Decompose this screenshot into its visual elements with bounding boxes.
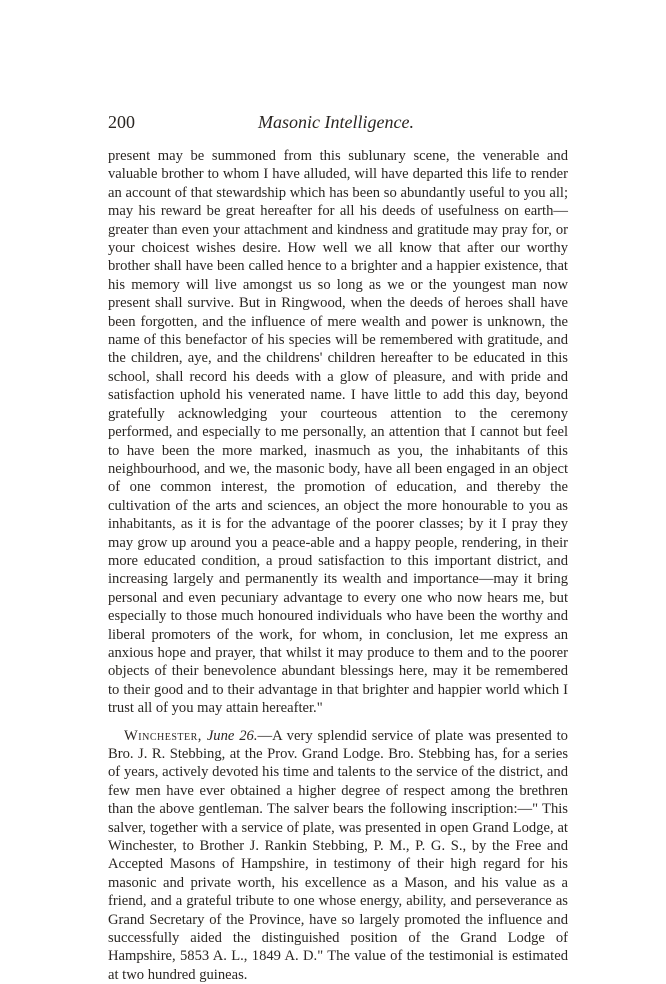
paragraph-speech-continuation: present may be summoned from this sublunary scene, the venerable and valuable brother to whom I have alluded, will have departed this life to render an account of that stewardship which has been so abundantly useful to you all; may his reward be great hereafter for all his deeds of usefulness on earth—greater than even your attachment and kindness and gratitude may pray for, or your choicest wishes desire. How well we all know that after our worthy brother shall have been called hence to a brighter and a happier existence, that his memory will live amongst us so long as we or the youngest man now present shall survive. But in Ringwood, when the deeds of heroes shall have been forgotten, and the influence of mere wealth and power is unknown, the name of this benefactor of his species will be remembered with gratitude, and the children, aye, and the childrens' children hereafter to be educated in this school, shall record his deeds with a glow of pleasure, and with pride and satisfaction uphold his venerated name. I have little to add this day, beyond gratefully acknowledging your courteous attention to the ceremony performed, and especially to me personally, an attention that I cannot but feel to have been the more marked, inasmuch as you, the inhabitants of this neighbourhood, and we, the masonic body, have all been engaged in an object of one common interest, the promotion of education, and thereby the cultivation of the arts and sciences, an object the more honourable to you as inhabitants, as it is for the advantage of the poorer classes; by it I pray they may grow up around you a peace-able and a happy people, rendering, in their more educated condition, a proud satisfaction to this important district, and increasing largely and permanently its wealth and importance—may it bring personal and even pecuniary advantage to every one who now hears me, but especially to those much honoured individuals who have been the worthy and liberal promoters of the work, for whom, in conclusion, let me express an anxious hope and prayer, that whilst it may produce to them and to the poorer objects of their benevolence abundant blessings here, may it be remembered to their good and to their advantage in that brighter and happier world which I trust all of you may attain hereafter.": [108, 148, 568, 717]
page-header: [108, 112, 568, 136]
dateline-date: June 26.: [206, 727, 258, 744]
dateline-place: Winchester,: [124, 727, 202, 744]
running-title: Masonic Intelligence.: [258, 112, 414, 132]
paragraph-winchester-report: [108, 727, 568, 984]
report-text: —A very splendid service of plate was presented to Bro. J. R. Stebbing, at the Prov. Grand Lodge. Bro. Stebbing has, for a series of years, actively devoted his time and talents to the service of the district, and few men have ever obtained a higher degree of respect among the brethren than the above gentleman. The salver bears the following inscription:—" This salver, together with a service of plate, was presented in open Grand Lodge, at Winchester, to Brother J. Rankin Stebbing, P. M., P. G. S., by the Free and Accepted Masons of Hampshire, in testimony of their high regard for his masonic and private worth, his excellence as a Mason, and his value as a friend, and a grateful tribute to one whose energy, ability, and perseverance as Grand Secretary of the Province, have so largely promoted the influence and successfully aided the distinguished position of the Grand Lodge of Hampshire, 5853 A. L., 1849 A. D." The value of the testimonial is estimated at two hundred guineas.: [108, 727, 568, 983]
article-body: [108, 147, 568, 984]
page-number: 200: [108, 112, 135, 132]
